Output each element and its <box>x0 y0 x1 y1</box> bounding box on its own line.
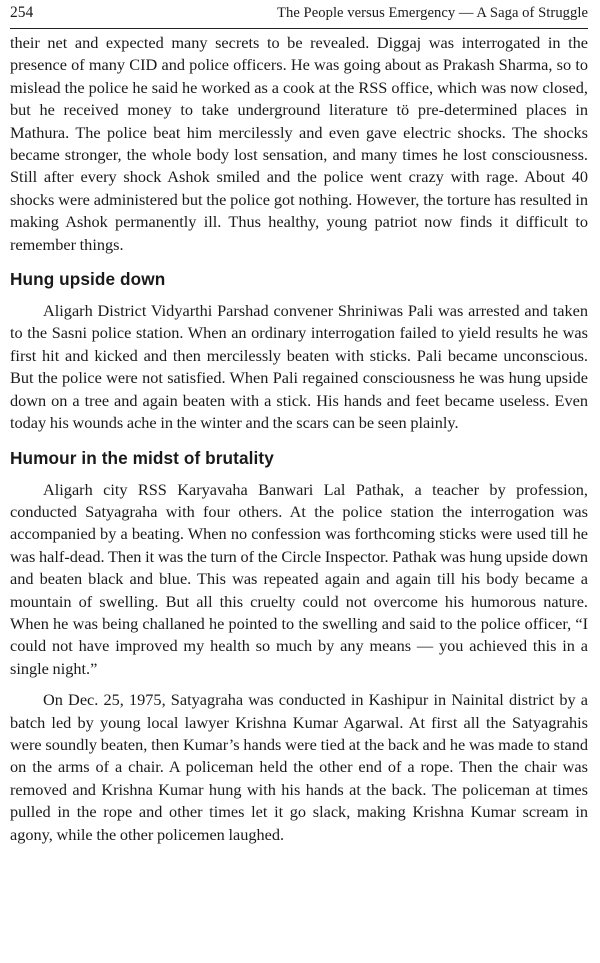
paragraph-krishna-kumar-agarwal: On Dec. 25, 1975, Satyagraha was conducted in Kashipur in Nainital district by a batch led by young local lawyer Krishna Kumar Agarwal. At first all the Satyagrahis were soundly beaten, then Kumar’s hands were tied at the back and he was made to stand on the arms of a chair. A policeman held the other end of a rope. Then the chair was removed and Krishna Kumar hung with his hands at the back. The policeman at times pulled in the rope and other times let it go slack, making Krishna Kumar scream in agony, while the other policemen laughed. <box>10 690 588 844</box>
running-header <box>10 2 588 29</box>
paragraph-shriniwas-pali: Aligarh District Vidyarthi Parshad convener Shriniwas Pali was arrested and taken to the Sasni police station. When an ordinary interrogation failed to yield results he was first hit and kicked and then mercilessly beaten with sticks. Pali became unconscious. But the police were not satisfied. When Pali regained consciousness he was hung upside down on a tree and again beaten with a stick. His hands and feet became useless. Even today his wounds ache in the winter and the scars can be seen plainly. <box>10 301 588 433</box>
body-text <box>10 32 588 846</box>
running-title: The People versus Emergency — A Saga of Struggle <box>277 5 588 21</box>
paragraph-banwari-lal-pathak: Aligarh city RSS Karyavaha Banwari Lal Pathak, a teacher by profession, conducted Satyagraha with four others. At the police station the interrogation was accompanied by a beating. When no confession was forthcoming sticks were used till he was half-dead. Then it was the turn of the Circle Inspector. Pathak was hung upside down and beaten black and blue. This was repeated again and again till his body became a mountain of swelling. But all this cruelty could not overcome his humorous nature. When he was being challaned he pointed to the swelling and said to the police officer, “I could not have improved my health so much by any means — you achieved this in a single night.” <box>10 479 588 678</box>
continued-paragraph: their net and expected many secrets to be revealed. Diggaj was interrogated in the presence of many CID and police officers. He was going about as Prakash Sharma, so to mislead the police he said he worked as a cook at the RSS office, which was now closed, but he received money to take underground literature tö pre-determined places in Mathura. The police beat him mercilessly and even gave electric shocks. The shocks became stronger, the whole body lost sensation, and many times he lost consciousness. Still after every shock Ashok smiled and the police went crazy with rage. About 40 shocks were administered but the police got nothing. However, the torture has resulted in making Ashok permanently ill. Thus healthy, young patriot now finds it difficult to remember things. <box>10 33 588 254</box>
page-number: 254 <box>10 4 34 21</box>
section-heading-humour-brutality: Humour in the midst of brutality <box>10 447 274 468</box>
section-heading-hung-upside-down: Hung upside down <box>10 269 166 290</box>
